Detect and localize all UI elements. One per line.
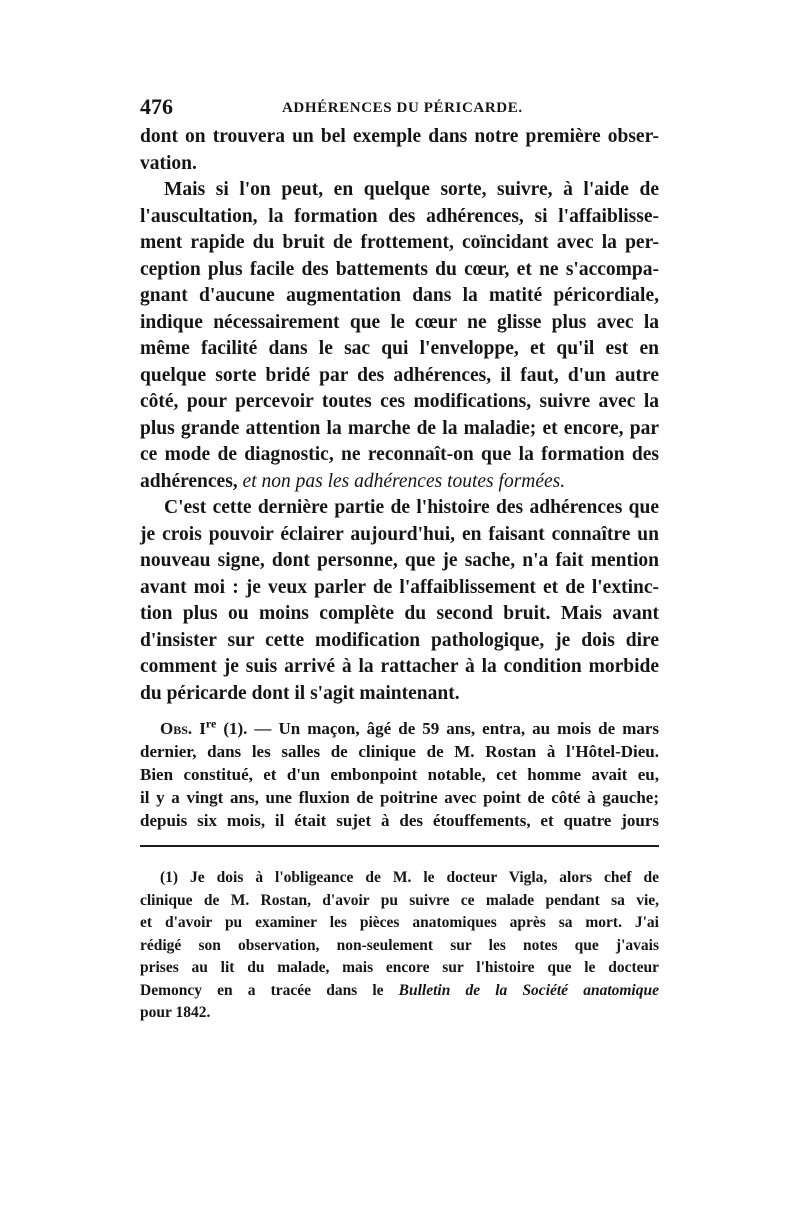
observation-label: Obs. — [160, 719, 193, 738]
text-line: quelque sorte bridé par des adhérences, il faut, d'un autre — [140, 364, 659, 386]
italic-emphasis: et non pas les adhérences toutes formées. — [242, 470, 566, 492]
observation-block — [140, 717, 659, 832]
text-line — [140, 717, 659, 740]
text-line: gnant d'aucune augmentation dans la matité péricordiale, — [140, 285, 659, 306]
observation-numeral: I — [199, 719, 206, 738]
footnote — [140, 867, 659, 1025]
book-page — [140, 94, 659, 1025]
text-line: Mais si l'on peut, en quelque sorte, suivre, à l'aide de — [164, 179, 659, 200]
text-line — [140, 980, 659, 1003]
text-line: l'auscultation, la formation des adhérences, si l'affaiblisse- — [140, 205, 659, 227]
text-line: il y a vingt ans, une fluxion de poitrine avec point de côté à gauche; — [140, 788, 659, 807]
text-line: Bien constitué, et d'un embonpoint notable, cet homme avait eu, — [140, 765, 659, 784]
text-line: indique nécessairement que le cœur ne glisse plus avec la — [140, 311, 659, 333]
paragraph-continued — [140, 124, 659, 177]
text-line: clinique de M. Rostan, d'avoir pu suivre ce malade pendant sa vie, — [140, 891, 659, 909]
text-line: plus grande attention la marche de la maladie; et encore, par — [140, 417, 659, 439]
text-line: et d'avoir pu examiner les pièces anatomiques après sa mort. J'ai — [140, 914, 659, 931]
text-line: C'est cette dernière partie de l'histoire des adhérences que — [164, 497, 659, 518]
text-line: du péricarde dont il s'agit maintenant. — [140, 682, 460, 704]
text-line: rédigé son observation, non-seulement sur les notes que j'avais — [140, 936, 659, 954]
text-run: — Un maçon, âgé de 59 ans, entra, au mois de mars — [247, 719, 660, 738]
footnote-separator — [140, 845, 659, 847]
text-line: dont on trouvera un bel exemple dans notre première obser- — [140, 126, 659, 147]
text-line: avant moi : je veux parler de l'affaiblissement et de l'extinc- — [140, 576, 659, 598]
text-line: tion plus ou moins complète du second bruit. Mais avant — [140, 603, 659, 624]
running-title: ADHÉRENCES DU PÉRICARDE. — [282, 100, 523, 116]
page-number: 476 — [140, 94, 173, 119]
text-line: depuis six mois, il était sujet à des étouffements, et quatre jours — [140, 811, 659, 830]
text-line: même facilité dans le sac qui l'enveloppe, et qu'il est en — [140, 338, 659, 359]
text-line: dernier, dans les salles de clinique de M. Rostan à l'Hôtel-Dieu. — [140, 742, 659, 761]
text-line: (1) Je dois à l'obligeance de M. le docteur Vigla, alors chef de — [160, 869, 659, 886]
italic-citation: Bulletin de la Société anatomique — [398, 981, 659, 999]
footnote-reference: (1). — [223, 719, 248, 738]
text-line: nouveau signe, dont personne, que je sache, n'a fait mention — [140, 550, 659, 571]
text-run: Demoncy en a tracée dans le — [140, 981, 399, 999]
text-line: pour 1842. — [140, 1004, 211, 1021]
paragraph — [140, 177, 659, 495]
text-line: ment rapide du bruit de frottement, coïncidant avec la per- — [140, 232, 659, 253]
text-line: côté, pour percevoir toutes ces modifications, suivre avec la — [140, 391, 659, 412]
text-run: adhérences, — [140, 470, 243, 492]
text-line: prises au lit du malade, mais encore sur l'histoire que le docteur — [140, 959, 659, 976]
text-line: je crois pouvoir éclairer aujourd'hui, en faisant connaître un — [140, 523, 659, 545]
text-line: ception plus facile des battements du cœur, et ne s'accompa- — [140, 258, 659, 280]
paragraph — [140, 495, 659, 707]
text-line: ce mode de diagnostic, ne reconnaît-on que la formation des — [140, 444, 659, 465]
text-line — [140, 469, 659, 496]
text-line: vation. — [140, 152, 197, 174]
running-head — [140, 94, 659, 124]
text-line: comment je suis arrivé à la rattacher à la condition morbide — [140, 656, 659, 677]
observation-ordinal: re — [205, 716, 217, 731]
text-line: d'insister sur cette modification pathologique, je dois dire — [140, 629, 659, 651]
main-text — [140, 124, 659, 707]
